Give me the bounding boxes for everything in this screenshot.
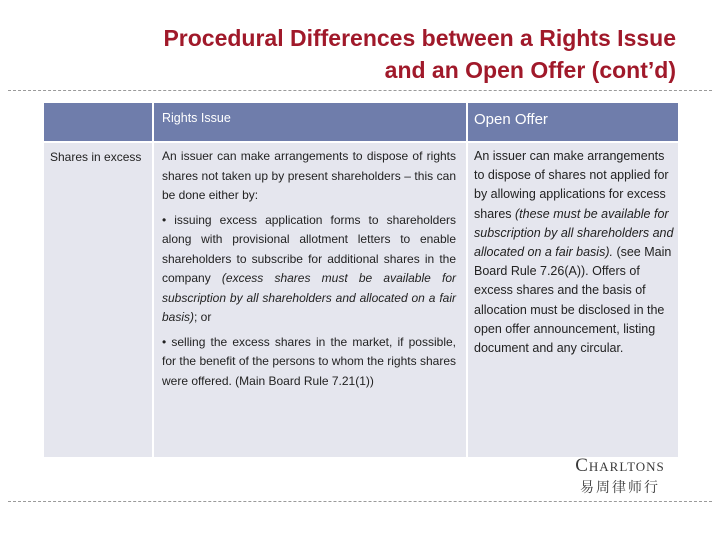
open-offer-cell [467, 142, 679, 458]
header-rights-issue: Rights Issue [153, 102, 467, 142]
open-offer-text-1: An issuer can make arrangements to dispose of shares not applied for by allowing applications for excess shares [474, 149, 669, 221]
option-1-italic: (excess shares must be available for subscription by all shareholders and allocated on a fair basis) [162, 271, 456, 324]
option-1-text: • issuing excess application forms to shareholders along with provisional allotment letters to enable shareholders to subscribe for additional shares in the company [162, 212, 456, 285]
header-empty-cell [43, 102, 153, 142]
bottom-divider [8, 501, 712, 502]
rights-issue-option-1 [162, 211, 456, 328]
logo-name-en: Charltons [575, 455, 665, 476]
title-line-2: and an Open Offer (cont’d) [384, 57, 676, 83]
header-open-offer: Open Offer [467, 102, 679, 142]
charltons-logo [560, 455, 680, 497]
rights-issue-intro: An issuer can make arrangements to dispose of rights shares not taken up by present shareholders – this can be done either by: [162, 149, 456, 202]
logo-name-zh: 易周律师行 [580, 480, 660, 496]
option-1-tail: ; or [194, 310, 212, 324]
rights-issue-option-2: • selling the excess shares in the market, if possible, for the benefit of the persons to whom the rights shares were offered. (Main Board Rule 7.21(1)) [162, 334, 456, 388]
slide-title [76, 22, 676, 86]
row-label: Shares in excess [43, 142, 153, 458]
table-row [43, 142, 679, 458]
title-line-1: Procedural Differences between a Rights Issue [163, 25, 676, 51]
comparison-table [42, 101, 680, 459]
open-offer-italic: (these must be available for subscription by all shareholders and allocated on a fair basis). [474, 206, 674, 260]
open-offer-text-2: (see Main Board Rule 7.26(A)). Offers of excess shares and the basis of allocation must be disclosed in the open offer announcement, listing document and any circular. [474, 245, 672, 356]
rights-issue-cell [153, 142, 467, 458]
table-header-row [43, 102, 679, 142]
top-divider [8, 90, 712, 91]
